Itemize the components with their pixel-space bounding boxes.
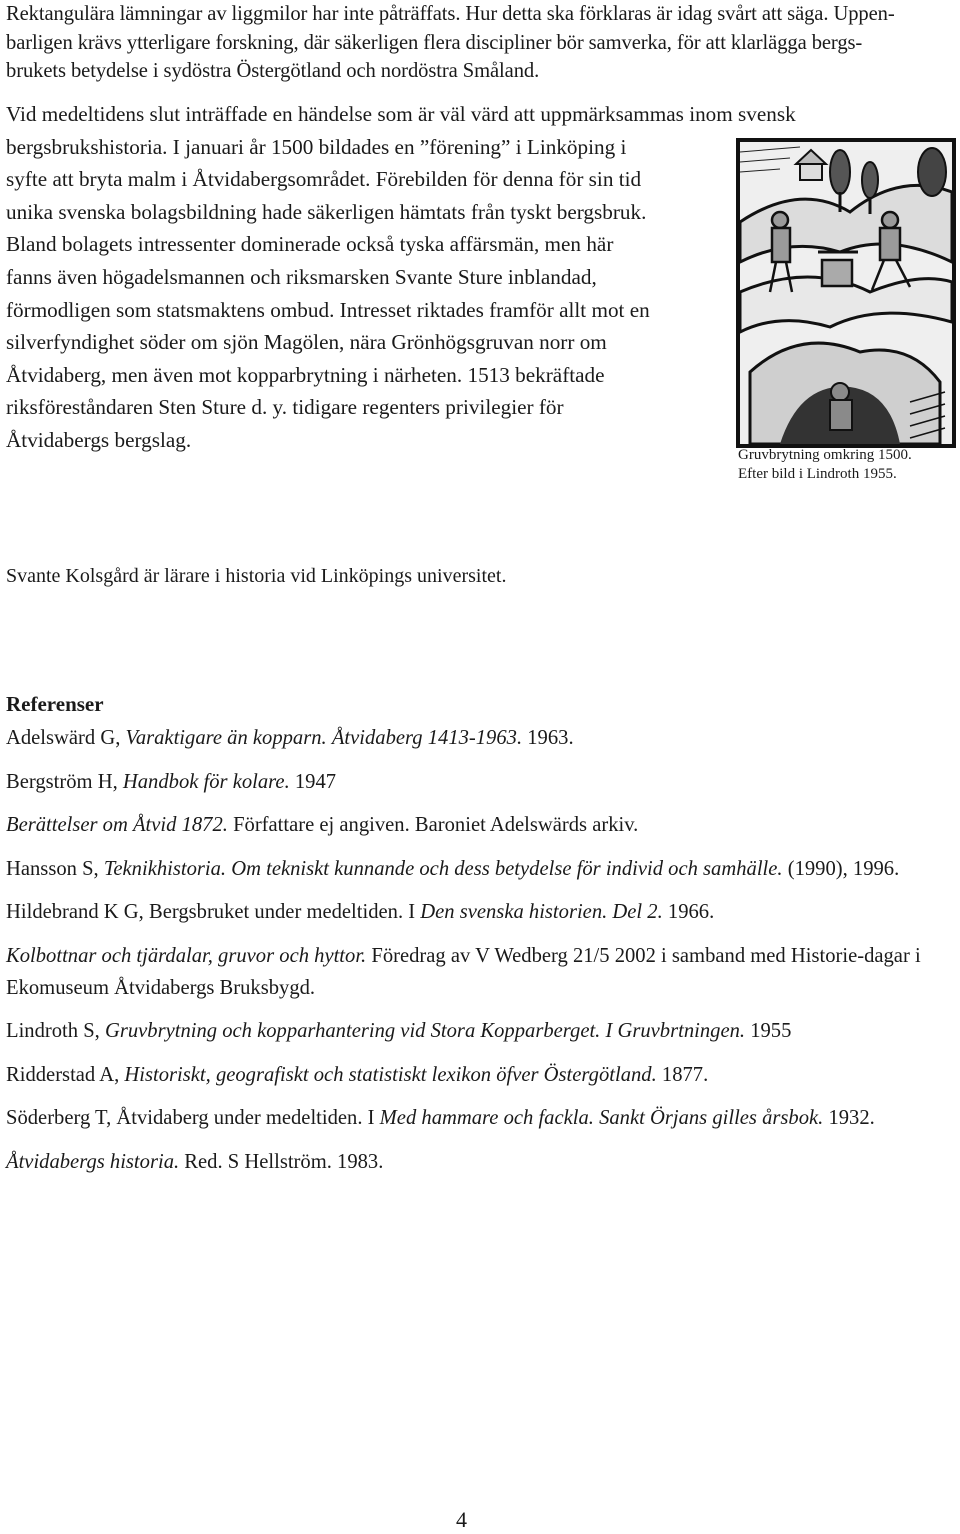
text-line: Åtvidaberg, men även mot kopparbrytning i närheten. 1513 bekräftade [6, 362, 605, 387]
reference-item [6, 1102, 936, 1134]
reference-text: Föredrag av V Wedberg 21/5 2002 i samband med Historie-dagar i Ekomuseum Åtvidabergs Bruksbygd. [6, 944, 921, 999]
mining-woodcut-image [740, 142, 952, 444]
text-line: Bland bolagets intressenter dominerade också tyska affärsmän, men här [6, 232, 614, 257]
text-line: Åtvidabergs bergslag. [6, 427, 192, 452]
caption-line: Efter bild i Lindroth 1955. [738, 466, 897, 482]
author-note: Svante Kolsgård är lärare i historia vid Linköpings universitet. [6, 565, 507, 587]
reference-title: Teknikhistoria. Om tekniskt kunnande och dess betydelse för individ och samhälle. [103, 857, 783, 880]
reference-text: Hildebrand K G, Bergsbruket under medeltiden. I [6, 901, 421, 923]
reference-item [6, 722, 936, 754]
reference-item [6, 1059, 936, 1091]
caption-line: Gruvbrytning omkring 1500. [738, 447, 912, 463]
reference-title: Handbok för kolare. [122, 770, 290, 793]
reference-item [6, 896, 936, 928]
figure-caption [738, 446, 912, 484]
references-list [6, 722, 936, 1189]
text-line: silverfyndighet söder om sjön Magölen, nära Grönhögsgruvan norr om [6, 330, 607, 355]
reference-item [6, 853, 936, 885]
paragraph-intro [6, 0, 916, 86]
reference-text: 1963. [522, 727, 574, 749]
reference-text: 1966. [662, 901, 715, 923]
reference-item [6, 809, 936, 841]
reference-title: Gruvbrytning och kopparhantering vid Stora Kopparberget. I Gruvbrtningen. [104, 1020, 746, 1042]
reference-title: Kolbottnar och tjärdalar, gruvor och hyttor. [6, 944, 367, 967]
reference-item [6, 766, 936, 798]
reference-text: Adelswärd G, [6, 727, 126, 749]
reference-text: Söderberg T, Åtvidaberg under medeltiden. I [6, 1107, 380, 1129]
references-heading: Referenser [6, 692, 104, 716]
text-line: brukets betydelse i sydöstra Östergötland och nordöstra Småland. [6, 60, 540, 82]
reference-title: Den svenska historien. Del 2. [420, 901, 663, 923]
reference-text: Hansson S, [6, 857, 104, 880]
text-line: förmodligen som statsmaktens ombud. Intresset riktades framför allt mot en [6, 297, 650, 322]
text-line: unika svenska bolagsbildning hade säkerligen hämtats från tyskt bergsbruk. [6, 199, 647, 224]
text-line: syfte att bryta malm i Åtvidabergsområdet. Förebilden för denna för sin tid [6, 167, 642, 192]
woodcut-illustration [736, 138, 956, 448]
reference-title: Historiskt, geografiskt och statistiskt lexikon öfver Östergötland. [124, 1063, 657, 1086]
reference-title: Berättelser om Åtvid 1872. [6, 814, 228, 836]
reference-text: Ridderstad A, [6, 1063, 125, 1086]
reference-text: Lindroth S, [6, 1020, 105, 1042]
text-line: barligen krävs ytterligare forskning, där säkerligen flera discipliner bör samverka, för att klarlägga bergs- [6, 31, 863, 54]
page-number: 4 [456, 1507, 467, 1532]
reference-title: Åtvidabergs historia. [6, 1150, 180, 1173]
reference-title: Med hammare och fackla. Sankt Örjans gilles årsbok. [379, 1107, 824, 1129]
reference-text: Red. S Hellström. 1983. [179, 1150, 384, 1173]
reference-text: 1947 [289, 770, 337, 793]
reference-text: 1955 [745, 1020, 792, 1042]
text-line: fanns även högadelsmannen och riksmarsken Svante Sture inblandad, [6, 264, 597, 289]
text-line: riksföreståndaren Sten Sture d. y. tidigare regenters privilegier för [6, 395, 564, 420]
reference-text: Bergström H, [6, 770, 123, 793]
reference-item [6, 1015, 936, 1047]
reference-item [6, 1146, 936, 1178]
text-line: Rektangulära lämningar av liggmilor har inte påträffats. Hur detta ska förklaras är idag svårt att säga. Uppen- [6, 3, 895, 25]
reference-text: Författare ej angiven. Baroniet Adelswärds arkiv. [227, 814, 639, 836]
reference-text: 1877. [656, 1063, 709, 1086]
reference-title: Varaktigare än kopparn. Åtvidaberg 1413-1963. [125, 727, 523, 749]
text-line: bergsbrukshistoria. I januari år 1500 bildades en ”förening” i Linköping i [6, 134, 627, 159]
reference-text: (1990), 1996. [782, 857, 900, 880]
reference-text: 1932. [823, 1107, 875, 1129]
reference-item [6, 940, 936, 1004]
text-line: Vid medeltidens slut inträffade en händelse som är väl värd att uppmärksammas inom svensk [6, 102, 796, 126]
